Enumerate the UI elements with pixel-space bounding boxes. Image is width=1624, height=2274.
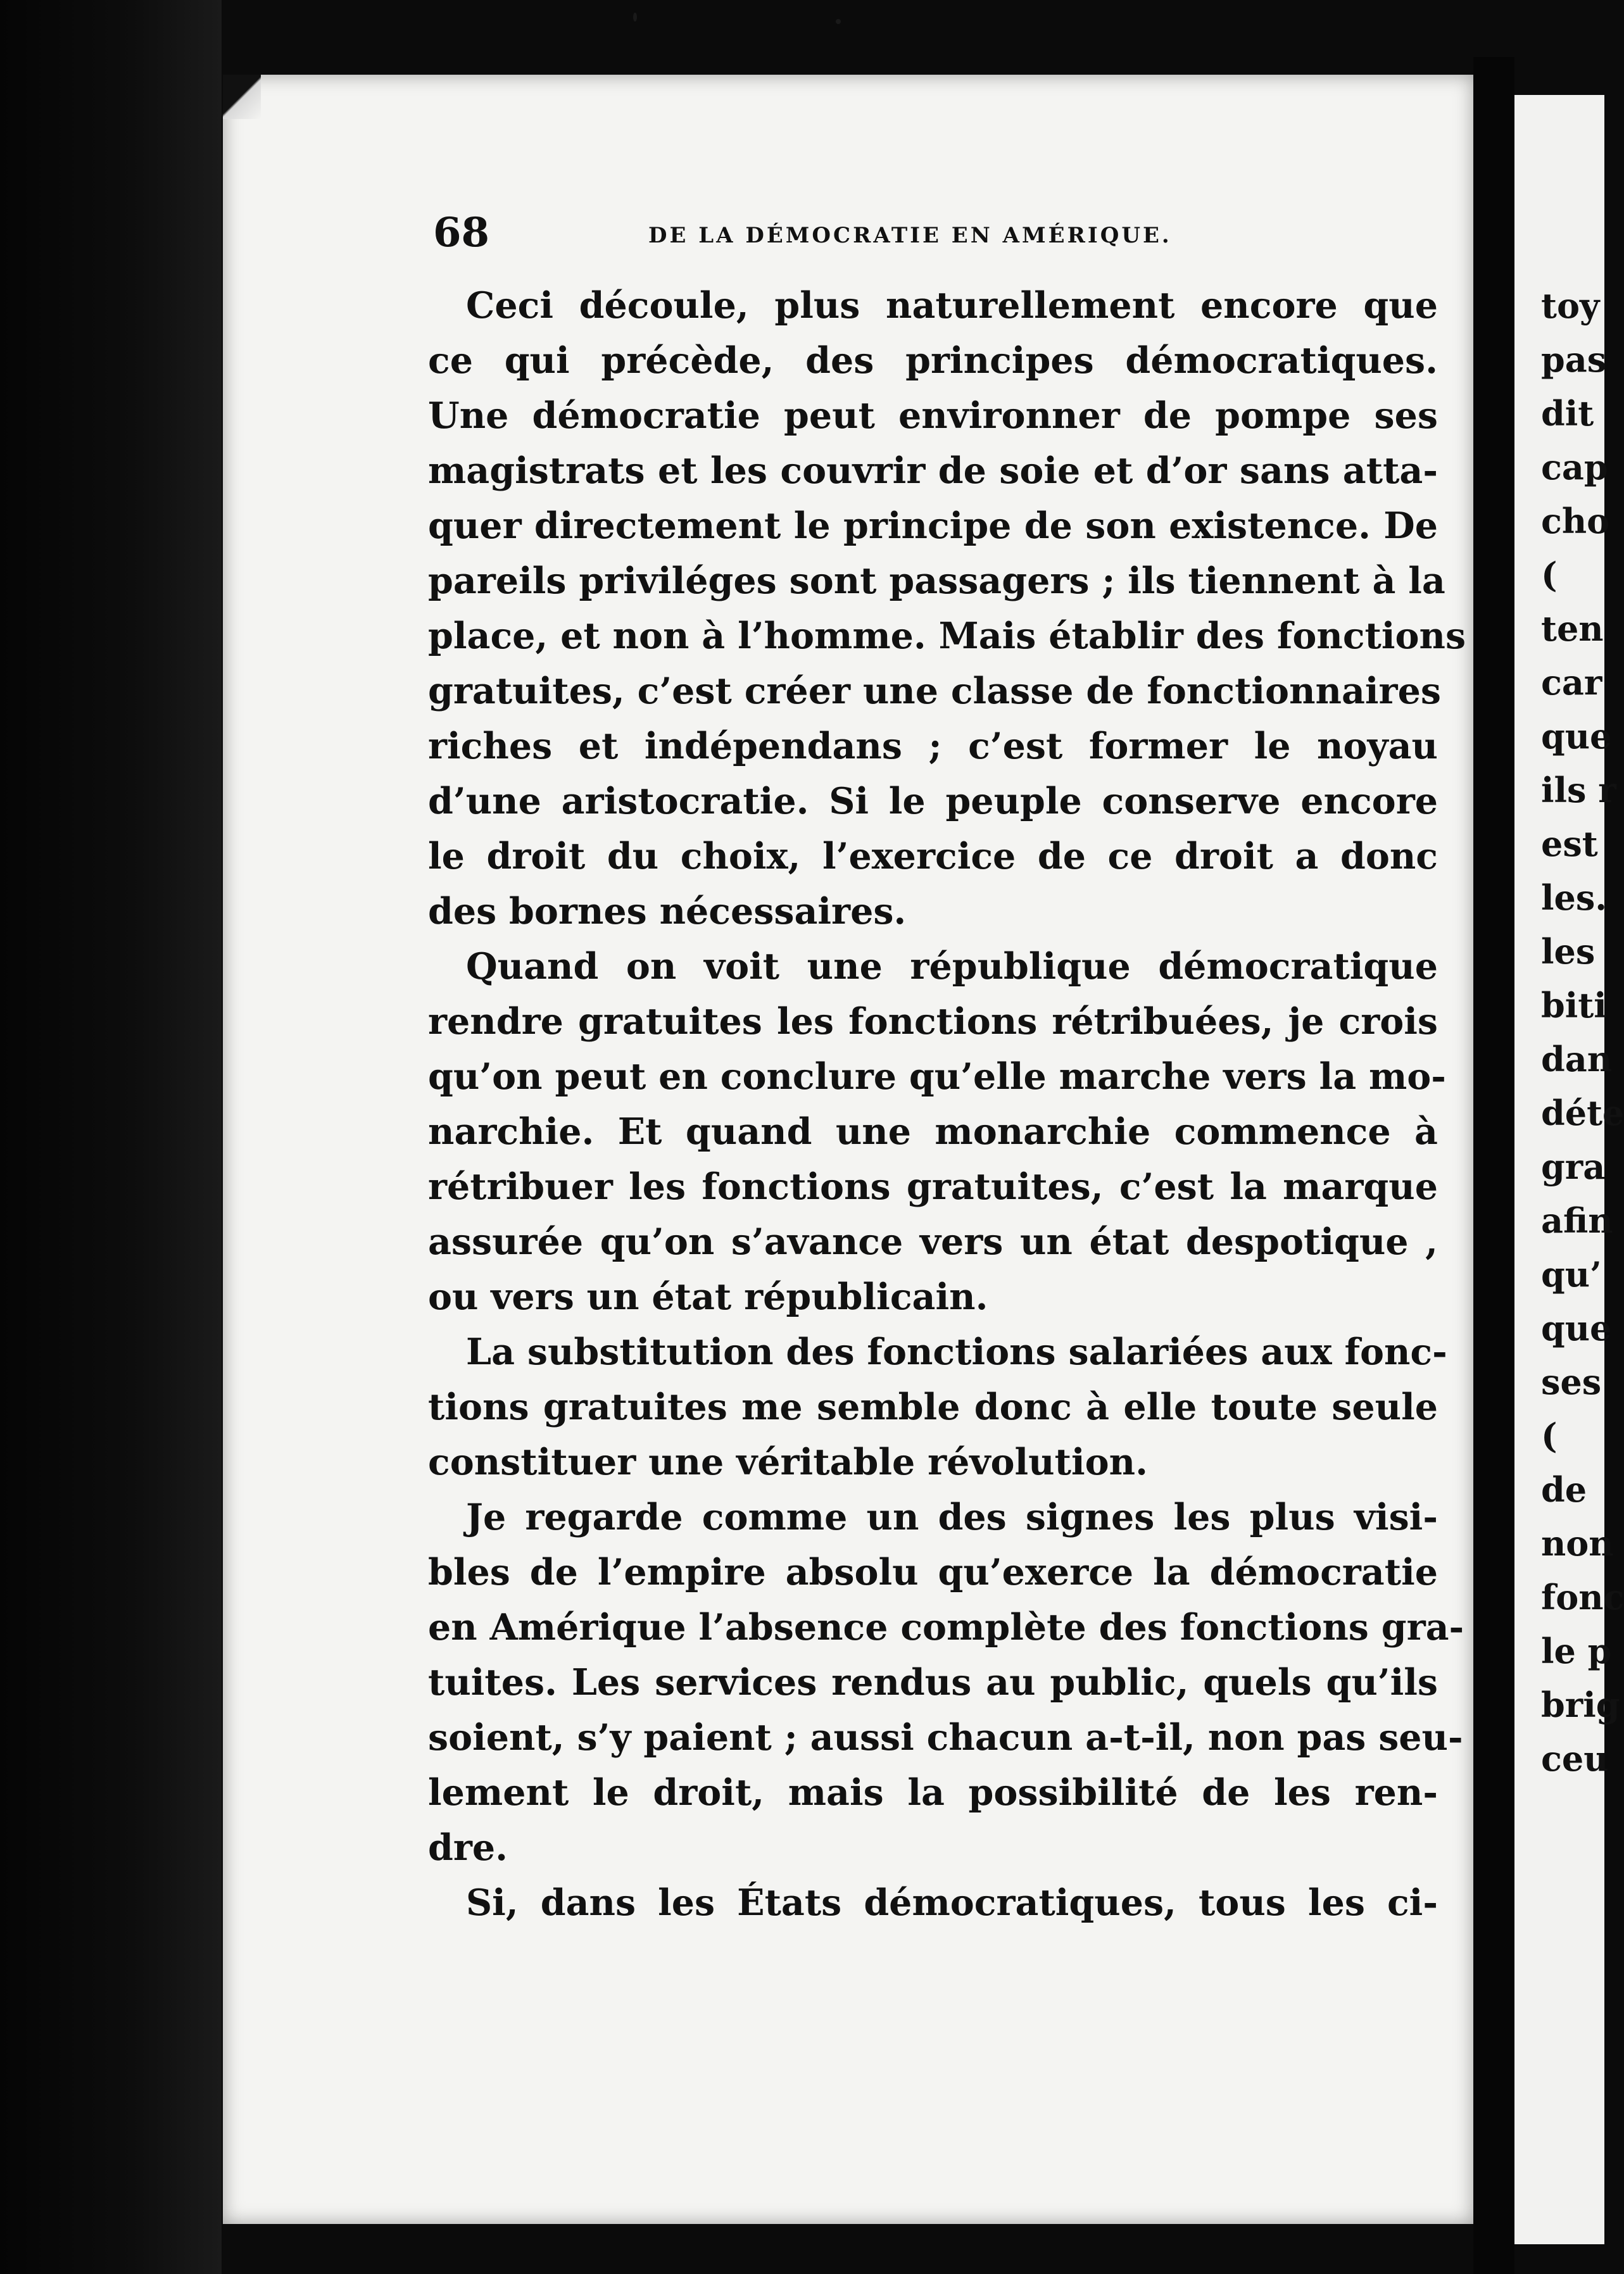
text-line: Je regarde comme un des signes les plus visi- — [466, 1496, 1438, 1538]
text-line: d’une aristocratie. Si le peuple conserve encore — [428, 780, 1438, 822]
text-line: le droit du choix, l’exercice de ce droit a donc — [428, 835, 1438, 877]
running-title: DE LA DÉMOCRATIE EN AMÉRIQUE. — [648, 223, 1172, 248]
text-line: lement le droit, mais la possibilité de les ren- — [428, 1771, 1438, 1814]
right-page-fragment: afin — [1541, 1200, 1613, 1241]
text-line: magistrats et les couvrir de soie et d’or sans atta- — [428, 449, 1438, 492]
ink-speck — [633, 13, 637, 22]
text-line: pareils priviléges sont passagers ; ils tiennent à la — [428, 560, 1445, 602]
text-line: tions gratuites me semble donc à elle toute seule — [428, 1386, 1438, 1428]
right-page-fragment: cho — [1541, 501, 1610, 541]
page-header — [433, 209, 1446, 266]
text-line: quer directement le principe de son existence. De — [428, 505, 1438, 547]
text-line: gratuites, c’est créer une classe de fonctionnaires — [428, 670, 1441, 712]
right-page-fragment: ( — [1541, 555, 1558, 595]
text-line: en Amérique l’absence complète des fonctions gra- — [428, 1606, 1464, 1649]
right-page-fragment: que — [1541, 716, 1612, 757]
page-corner-fold — [223, 75, 261, 119]
text-line: riches et indépendans ; c’est former le noyau — [428, 725, 1438, 767]
text-line: Ceci découle, plus naturellement encore que — [466, 284, 1438, 327]
right-page-fragment: biti — [1541, 985, 1607, 1026]
right-page-fragment: les — [1541, 931, 1596, 972]
right-page-fragment: fonc — [1541, 1577, 1624, 1618]
right-page-fragment: que — [1541, 1308, 1612, 1348]
text-line: assurée qu’on s’avance vers un état despotique , — [428, 1221, 1438, 1263]
text-line: rendre gratuites les fonctions rétribuées, je crois — [428, 1000, 1438, 1043]
right-page-fragment: déte — [1541, 1093, 1624, 1133]
right-page-fragment: toy — [1541, 286, 1600, 326]
text-line: ce qui précède, des principes démocratiques. — [428, 339, 1438, 382]
ink-speck — [836, 19, 841, 24]
right-page-fragment: ceu — [1541, 1738, 1609, 1779]
text-line: Quand on voit une république démocratique — [466, 945, 1438, 988]
text-line: ou vers un état républicain. — [428, 1276, 988, 1318]
right-page-fragment: pas — [1541, 339, 1607, 380]
text-line: soient, s’y paient ; aussi chacun a-t-il, non pas seu- — [428, 1716, 1463, 1759]
text-line: des bornes nécessaires. — [428, 890, 907, 933]
right-page-fragment: dan — [1541, 1039, 1613, 1079]
right-page-fragment: car — [1541, 662, 1602, 703]
right-page-fragment: dit — [1541, 393, 1594, 434]
text-line: La substitution des fonctions salariées aux fonc- — [466, 1331, 1447, 1373]
right-page-fragment: cap — [1541, 447, 1608, 487]
text-line: qu’on peut en conclure qu’elle marche vers la mo- — [428, 1055, 1446, 1098]
right-page-fragment: gra — [1541, 1146, 1606, 1187]
text-line: narchie. Et quand une monarchie commence à — [428, 1110, 1438, 1153]
book-gutter — [1473, 57, 1514, 2274]
right-page-fragment: est — [1541, 824, 1598, 864]
text-line: rétribuer les fonctions gratuites, c’est la marque — [428, 1165, 1438, 1208]
text-line: constituer une véritable révolution. — [428, 1441, 1148, 1483]
right-page-fragment: qu’ — [1541, 1254, 1602, 1295]
right-page-fragment: ils r — [1541, 770, 1616, 810]
page-number: 68 — [433, 209, 490, 256]
text-line: bles de l’empire absolu qu’exerce la démocratie — [428, 1551, 1438, 1593]
text-line: Si, dans les États démocratiques, tous les ci- — [466, 1881, 1438, 1924]
right-page-fragment: les. — [1541, 877, 1608, 918]
right-page-fragment: le p — [1541, 1631, 1612, 1671]
right-page-fragment: brig — [1541, 1685, 1620, 1725]
text-line: Une démocratie peut environner de pompe ses — [428, 394, 1438, 437]
right-page-fragment: ( — [1541, 1416, 1558, 1456]
right-page-fragment: non — [1541, 1523, 1614, 1564]
text-line: tuites. Les services rendus au public, quels qu’ils — [428, 1661, 1438, 1704]
right-page-fragment: ten — [1541, 608, 1604, 649]
text-line: dre. — [428, 1826, 508, 1869]
right-page-fragment: ses — [1541, 1362, 1602, 1402]
book-left-edge — [0, 0, 222, 2274]
right-page-fragment: de — [1541, 1469, 1587, 1510]
text-line: place, et non à l’homme. Mais établir des fonctions — [428, 615, 1466, 657]
